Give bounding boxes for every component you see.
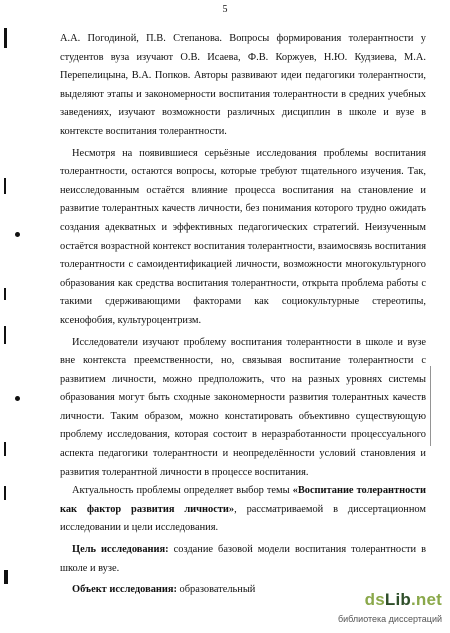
paragraph-2: Несмотря на появившиеся серьёзные исследования проблемы воспитания толерантности, остаются вопросы, которые требуют тщательного изучения. Так, неисследованным остаётся влияние процесса воспитания на становление и развитие толерантных качеств личности, без понимания которого трудно ожидать создания адекватных и эффективных педагогических стратегий. Неизученным остаётся возрастной контекст воспитания толерантности, взаимосвязь воспитания толерантности с самоидентификацией личности, возможности многокультурного образования как средства воспитания толерантности, открыта проблема работы с такими сдерживающими факторами как социокультурные стереотипы, ксенофобия, культуроцентризм. <box>60 147 426 326</box>
page-number: 5 <box>222 4 228 15</box>
scan-mark <box>4 288 6 300</box>
logo-lib: Lib <box>384 590 411 609</box>
p4-text-after: , рассматриваемой в диссертационном исследовании и цели исследования. <box>60 503 426 534</box>
scan-mark <box>4 442 6 456</box>
paragraph-4 <box>60 482 426 538</box>
paragraph-1: А.А. Погодиной, П.В. Степанова. Вопросы формирования толерантности у студентов вуза изучают О.В. Исаева, Ф.В. Коржуев, Н.Ю. Кудзиева, М.А. Перепелицына, В.А. Попков. Авторы развивают идеи педагогики толерантности, выделяют этапы и закономерности воспитания толерантности в средних учебных заведениях, изучают возможности различных дисциплин в школе и вузе в контексте воспитания толерантности. <box>60 33 426 137</box>
watermark-tagline: библиотека диссертаций <box>337 614 442 624</box>
dslib-logo <box>365 590 442 610</box>
goal-label: Цель исследования: <box>72 544 169 556</box>
scan-mark <box>4 570 8 584</box>
scan-mark <box>4 326 6 344</box>
object-label: Объект исследования: <box>72 584 177 596</box>
scan-dot <box>15 396 20 401</box>
scan-dot <box>15 232 20 237</box>
dslib-watermark <box>320 590 446 630</box>
scan-mark <box>4 486 6 500</box>
scan-mark <box>4 28 7 48</box>
logo-net: .net <box>410 590 442 609</box>
goal-text: создание базовой модели воспитания толерантности в школе и вузе. <box>60 544 426 574</box>
dissertation-topic: «Воспитание толерантности как фактор развития личности» <box>60 485 426 515</box>
paragraph-3: Исследователи изучают проблему воспитания толерантности в школе и вузе вне контекста преемственности, но, связывая воспитание толерантности с развитием личности, можно предположить, что на разных уровнях системы образования могут быть сходные закономерности развития толерантных качеств личности. Таким образом, можно констатировать объективно существующую проблему исследования, которая состоит в неразработанности процессуального аспекта педагогики толерантности и неопределённости условий становления и развития толерантной личности в процессе воспитания. <box>60 336 426 478</box>
object-text: образовательный <box>176 584 256 596</box>
scan-mark <box>430 366 431 446</box>
document-body <box>60 30 426 600</box>
paragraph-goal <box>60 541 426 578</box>
logo-ds: ds <box>364 590 385 609</box>
scan-mark <box>4 178 6 194</box>
p4-text-before: Актуальность проблемы определяет выбор темы <box>72 485 293 497</box>
